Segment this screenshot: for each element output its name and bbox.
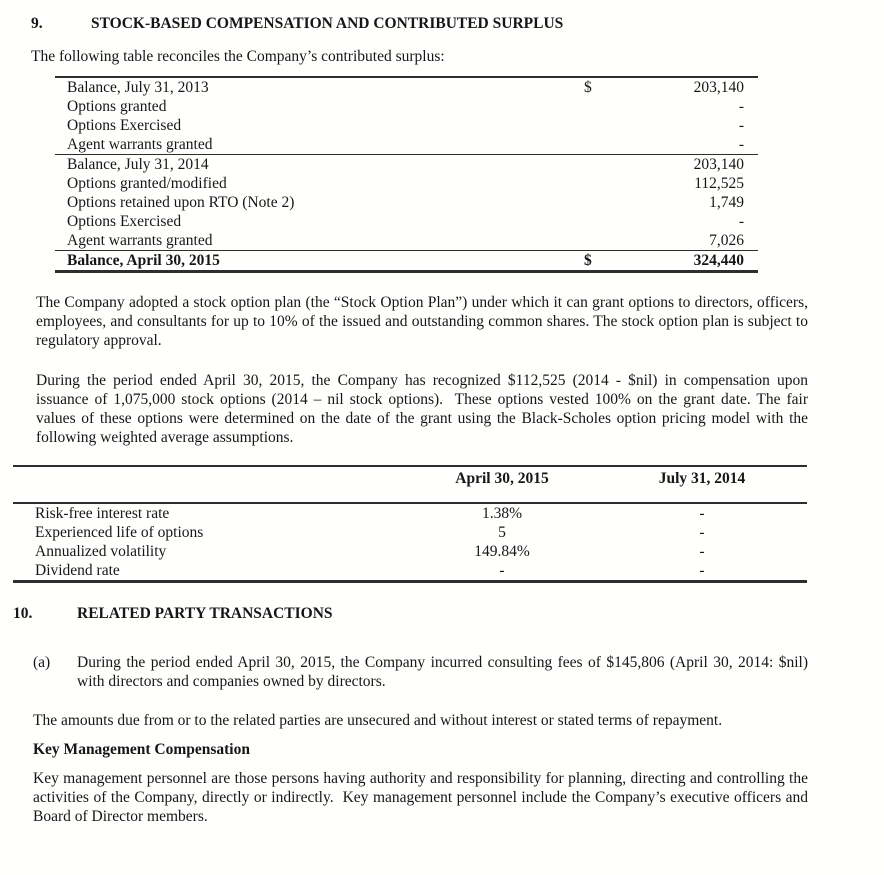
- assumptions-row: [13, 504, 807, 523]
- section-10-heading: [13, 604, 884, 623]
- surplus-row-label: Options Exercised: [67, 117, 182, 134]
- assumptions-value-2014: -: [699, 524, 705, 541]
- contributed-surplus-table: [55, 76, 758, 273]
- assumptions-row: [13, 561, 807, 580]
- section-9-heading: [31, 14, 884, 33]
- item-a: [33, 653, 812, 691]
- surplus-row-amount: -: [738, 117, 744, 134]
- surplus-table-row: [55, 97, 758, 116]
- surplus-row-amount: -: [738, 98, 744, 115]
- surplus-row-amount: -: [738, 136, 744, 153]
- assumptions-value-2015: -: [499, 562, 505, 579]
- section-10-number: 10.: [13, 605, 33, 622]
- assumptions-row: [13, 523, 807, 542]
- assumptions-header-row: [13, 467, 807, 504]
- surplus-row-currency: [584, 135, 624, 154]
- surplus-table-row: [55, 116, 758, 135]
- surplus-row-amount: 324,440: [693, 252, 744, 269]
- assumptions-row: [13, 542, 807, 561]
- surplus-row-currency: [584, 97, 624, 116]
- surplus-table-row: [55, 193, 758, 212]
- surplus-row-label: Options granted: [67, 98, 167, 115]
- surplus-table-row: [55, 212, 758, 231]
- assumptions-col-header-april-2015: April 30, 2015: [455, 470, 549, 487]
- assumptions-value-2014: -: [699, 543, 705, 560]
- paragraph-amounts-due: The amounts due from or to the related parties are unsecured and without interest or stated terms of repayment.: [33, 712, 723, 729]
- assumptions-value-2014: -: [699, 562, 705, 579]
- assumptions-row-label: Experienced life of options: [35, 524, 204, 541]
- surplus-row-label: Balance, July 31, 2013: [67, 79, 209, 96]
- surplus-row-currency: $: [584, 252, 592, 269]
- surplus-row-label: Agent warrants granted: [67, 232, 213, 249]
- surplus-table-row: [55, 231, 758, 250]
- assumptions-header-spacer: [13, 470, 407, 488]
- assumptions-value-2015: 149.84%: [474, 543, 530, 560]
- assumptions-row-label: Risk-free interest rate: [35, 505, 170, 522]
- assumptions-value-2015: 1.38%: [481, 505, 523, 522]
- paragraph-stock-option-plan: The Company adopted a stock option plan (the “Stock Option Plan”) under which it can grant options to directors, officers, employees, and consultants for up to 10% of the issued and outstanding common shares. The stock option plan is subject to regulatory approval.: [36, 294, 812, 349]
- surplus-row-currency: $: [584, 79, 592, 96]
- surplus-row-currency: [584, 212, 624, 231]
- item-a-marker: (a): [33, 654, 51, 671]
- assumptions-value-2014: -: [699, 505, 705, 522]
- assumptions-value-2015: 5: [498, 524, 506, 541]
- assumptions-table: [13, 465, 807, 583]
- section-9-title: STOCK-BASED COMPENSATION AND CONTRIBUTED SURPLUS: [91, 15, 564, 32]
- surplus-table-intro: The following table reconciles the Company’s contributed surplus:: [31, 48, 445, 65]
- key-management-heading: Key Management Compensation: [33, 741, 250, 758]
- surplus-row-label: Balance, April 30, 2015: [67, 252, 220, 269]
- section-9-number: 9.: [31, 15, 43, 32]
- item-a-text: During the period ended April 30, 2015, the Company incurred consulting fees of $145,806 (April 30, 2014: $nil) with directors and companies owned by directors.: [77, 654, 812, 690]
- surplus-table-row: [55, 78, 758, 97]
- surplus-row-currency: [584, 155, 624, 174]
- surplus-table-row: [55, 154, 758, 174]
- surplus-row-amount: 203,140: [693, 156, 744, 173]
- surplus-table-row: [55, 135, 758, 154]
- assumptions-row-label: Annualized volatility: [35, 543, 167, 560]
- surplus-row-label: Balance, July 31, 2014: [67, 156, 209, 173]
- surplus-row-currency: [584, 116, 624, 135]
- surplus-row-amount: 203,140: [693, 79, 744, 96]
- surplus-row-amount: 112,525: [694, 175, 744, 192]
- assumptions-row-label: Dividend rate: [35, 562, 120, 579]
- surplus-row-amount: -: [738, 213, 744, 230]
- surplus-row-label: Options granted/modified: [67, 175, 227, 192]
- surplus-table-row: [55, 250, 758, 270]
- paragraph-compensation: During the period ended April 30, 2015, the Company has recognized $112,525 (2014 - $nil) in compensation upon issuance of 1,075,000 stock options (2014 – nil stock options). These options vested 100% on the grant date. The fair values of these options were determined on the date of the grant using the Black-Scholes option pricing model with the following weighted average assumptions.: [36, 372, 812, 446]
- surplus-row-label: Options retained upon RTO (Note 2): [67, 194, 295, 211]
- surplus-row-label: Options Exercised: [67, 213, 182, 230]
- surplus-row-amount: 7,026: [709, 232, 744, 249]
- paragraph-key-management: Key management personnel are those persons having authority and responsibility for planning, directing and controlling the activities of the Company, directly or indirectly. Key management personnel include the Company’s executive officers and Board of Director members.: [33, 770, 812, 825]
- surplus-row-currency: [584, 231, 624, 250]
- surplus-row-label: Agent warrants granted: [67, 136, 213, 153]
- surplus-table-row: [55, 174, 758, 193]
- surplus-row-currency: [584, 193, 624, 212]
- assumptions-col-header-july-2014: July 31, 2014: [658, 470, 746, 487]
- surplus-row-currency: [584, 174, 624, 193]
- surplus-row-amount: 1,749: [709, 194, 744, 211]
- section-10-title: RELATED PARTY TRANSACTIONS: [77, 605, 333, 622]
